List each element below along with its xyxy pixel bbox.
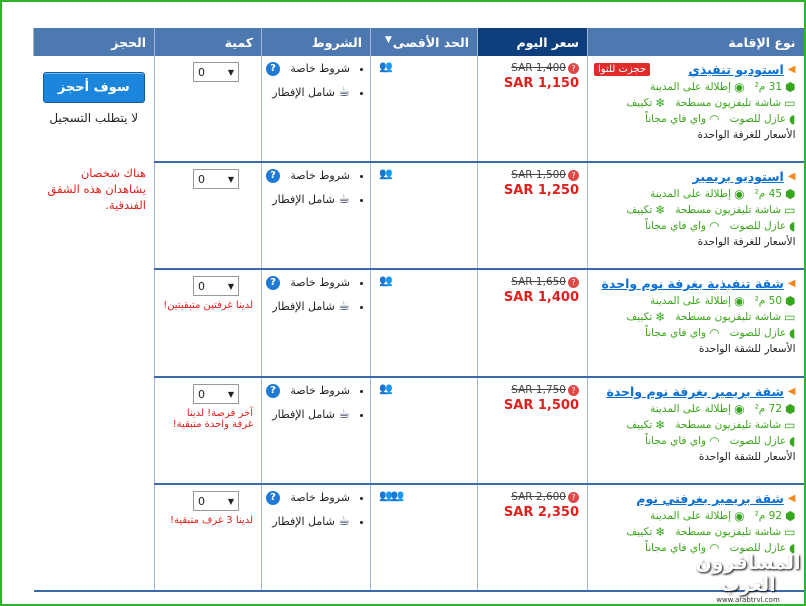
new-price: SAR 2,350: [503, 505, 579, 520]
snowflake-icon: ❄: [655, 310, 666, 324]
quantity-cell: [155, 56, 262, 162]
quantity-select[interactable]: 0 ▼: [193, 384, 239, 404]
wifi-icon: ◠: [709, 541, 720, 555]
view-feature: ◉ إطلالة على المدينة: [650, 187, 745, 201]
max-occupancy-cell: [371, 484, 478, 591]
help-icon[interactable]: ?: [266, 276, 280, 290]
price-cell: [478, 484, 588, 591]
chevron-down-icon: ▼: [227, 496, 235, 506]
sort-down-icon: ▼: [385, 34, 392, 45]
snowflake-icon: ❄: [655, 525, 666, 539]
room-type-cell: [588, 56, 804, 162]
people-icon: 👥: [379, 60, 391, 73]
cond-breakfast: • ☕ شامل الإفطار: [270, 514, 350, 529]
cond-special[interactable]: • شروط خاصة: [270, 491, 350, 504]
no-registration-text: لا يتطلب التسجيل: [49, 111, 139, 125]
size-feature: ⬢ 45 م²: [754, 187, 796, 201]
watermark-title: المسافرون العرب: [695, 552, 801, 596]
quantity-select[interactable]: 0 ▼: [193, 62, 239, 82]
soundproof-feature: ◖ عازل للصوت: [729, 219, 796, 233]
help-icon[interactable]: ?: [266, 169, 280, 183]
ac-feature: ❄ تكييف: [626, 418, 666, 432]
sound-icon: ◖: [789, 541, 796, 555]
tv-icon: ▭: [784, 418, 796, 432]
cond-breakfast: • ☕ شامل الإفطار: [270, 407, 350, 422]
cube-icon: ⬢: [785, 402, 796, 416]
coffee-cup-icon: ☕: [338, 85, 350, 100]
eye-icon: ◉: [734, 80, 745, 94]
table-row: [34, 56, 804, 162]
help-icon[interactable]: ?: [266, 62, 280, 76]
col-type[interactable]: نوع الإقامة: [588, 28, 804, 56]
cond-special[interactable]: • شروط خاصة: [270, 62, 350, 75]
info-icon[interactable]: ?: [568, 63, 579, 74]
book-button[interactable]: سوف أحجز: [43, 72, 145, 103]
conditions-cell: [262, 377, 371, 484]
coffee-cup-icon: ☕: [338, 299, 350, 314]
arrow-icon: ◀: [787, 64, 796, 75]
max-occupancy-cell: [371, 56, 478, 162]
chevron-down-icon: ▼: [227, 281, 235, 291]
price-cell: [478, 162, 588, 269]
size-feature: ⬢ 50 م²: [754, 294, 796, 308]
tv-icon: ▭: [784, 525, 796, 539]
room-type-cell: [588, 162, 804, 269]
cube-icon: ⬢: [785, 187, 796, 201]
eye-icon: ◉: [734, 187, 745, 201]
ac-feature: ❄ تكييف: [626, 96, 666, 110]
view-feature: ◉ إطلالة على المدينة: [650, 402, 745, 416]
watermark-site: www.arabtrvl.com: [716, 596, 780, 604]
price-cell: [478, 56, 588, 162]
quantity-select[interactable]: 0 ▼: [193, 491, 239, 511]
new-price: SAR 1,150: [503, 76, 579, 91]
old-price: ?SAR 2,600: [486, 491, 579, 503]
eye-icon: ◉: [734, 402, 745, 416]
room-name-link[interactable]: شقة تنفيذية بغرفة نوم واحدة: [601, 276, 784, 291]
cube-icon: ⬢: [785, 509, 796, 523]
tv-feature: ▭ شاشة تليفزيون مسطحة: [675, 203, 796, 217]
max-occupancy-cell: [371, 377, 478, 484]
cond-breakfast: • ☕ شامل الإفطار: [270, 299, 350, 314]
col-conditions[interactable]: الشروط: [262, 28, 371, 56]
view-feature: ◉ إطلالة على المدينة: [650, 80, 745, 94]
soundproof-feature: ◖ عازل للصوت: [729, 112, 796, 126]
info-icon[interactable]: ?: [568, 492, 579, 503]
availability-note: آخر فرصة! لدينا غرفة واحدة متبقية!: [172, 408, 253, 430]
tv-icon: ▭: [784, 96, 796, 110]
price-note: الأسعار للغرفة الواحدة: [697, 236, 796, 248]
help-icon[interactable]: ?: [266, 384, 280, 398]
coffee-cup-icon: ☕: [338, 407, 350, 422]
coffee-cup-icon: ☕: [338, 514, 350, 529]
snowflake-icon: ❄: [655, 96, 666, 110]
soundproof-feature: ◖ عازل للصوت: [729, 541, 796, 555]
help-icon[interactable]: ?: [266, 491, 280, 505]
quantity-select[interactable]: 0 ▼: [193, 276, 239, 296]
sound-icon: ◖: [789, 326, 796, 340]
tv-feature: ▭ شاشة تليفزيون مسطحة: [675, 96, 796, 110]
cond-special[interactable]: • شروط خاصة: [270, 276, 350, 289]
info-icon[interactable]: ?: [568, 170, 579, 181]
conditions-cell: [262, 484, 371, 591]
wifi-feature: ◠ واي فاي مجاناً: [645, 219, 720, 233]
tv-feature: ▭ شاشة تليفزيون مسطحة: [675, 418, 796, 432]
wifi-icon: ◠: [709, 326, 720, 340]
tv-feature: ▭ شاشة تليفزيون مسطحة: [675, 310, 796, 324]
chevron-down-icon: ▼: [227, 389, 235, 399]
ac-feature: ❄ تكييف: [626, 203, 666, 217]
quantity-select[interactable]: 0 ▼: [193, 169, 239, 189]
wifi-feature: ◠ واي فاي مجاناً: [645, 434, 720, 448]
price-cell: [478, 269, 588, 377]
arrow-icon: ◀: [787, 278, 796, 289]
cond-breakfast: • ☕ شامل الإفطار: [270, 85, 350, 100]
size-feature: ⬢ 72 م²: [754, 402, 796, 416]
cond-special[interactable]: • شروط خاصة: [270, 169, 350, 182]
soundproof-feature: ◖ عازل للصوت: [729, 326, 796, 340]
people-icon: 👥: [379, 167, 391, 180]
tv-icon: ▭: [784, 203, 796, 217]
price-note: الأسعار للغرفة الواحدة: [697, 129, 796, 141]
room-name-link[interactable]: شقة بريمير بغرفتي نوم: [636, 491, 784, 506]
chevron-down-icon: ▼: [227, 174, 235, 184]
coffee-cup-icon: ☕: [338, 192, 350, 207]
price-note: الأسعار للشقة الواحدة: [698, 343, 796, 355]
room-name-link[interactable]: شقة بريمير بغرفة نوم واحدة: [606, 384, 784, 399]
wifi-feature: ◠ واي فاي مجاناً: [645, 326, 720, 340]
eye-icon: ◉: [734, 509, 745, 523]
room-name-link[interactable]: استوديو تنفيذي: [688, 62, 784, 77]
info-icon[interactable]: ?: [568, 385, 579, 396]
booking-cell: [34, 56, 155, 591]
new-price: SAR 1,250: [503, 183, 579, 198]
old-price: ?SAR 1,750: [486, 384, 579, 396]
conditions-cell: [262, 269, 371, 377]
eye-icon: ◉: [734, 294, 745, 308]
view-feature: ◉ إطلالة على المدينة: [650, 294, 745, 308]
snowflake-icon: ❄: [655, 418, 666, 432]
sound-icon: ◖: [789, 112, 796, 126]
old-price: ?SAR 1,650: [486, 276, 579, 288]
col-today-price[interactable]: سعر اليوم: [478, 28, 588, 56]
arrow-icon: ◀: [787, 493, 796, 504]
size-feature: ⬢ 92 م²: [754, 509, 796, 523]
room-name-link[interactable]: استوديو بريمير: [692, 169, 784, 184]
sound-icon: ◖: [789, 219, 796, 233]
col-max[interactable]: [371, 28, 478, 56]
max-occupancy-cell: [371, 269, 478, 377]
quantity-cell: [155, 269, 262, 377]
wifi-feature: ◠ واي فاي مجاناً: [645, 541, 720, 555]
wifi-icon: ◠: [709, 434, 720, 448]
new-price: SAR 1,500: [503, 398, 579, 413]
col-booking[interactable]: الحجز: [34, 28, 155, 56]
old-price: ?SAR 1,400: [486, 62, 579, 74]
sound-icon: ◖: [789, 434, 796, 448]
cond-breakfast: • ☕ شامل الإفطار: [270, 192, 350, 207]
cube-icon: ⬢: [785, 294, 796, 308]
quantity-cell: [155, 162, 262, 269]
room-type-cell: [588, 377, 804, 484]
old-price: ?SAR 1,500: [486, 169, 579, 181]
ac-feature: ❄ تكييف: [626, 310, 666, 324]
wifi-feature: ◠ واي فاي مجاناً: [645, 112, 720, 126]
soundproof-feature: ◖ عازل للصوت: [729, 434, 796, 448]
booked-badge: حجزت للتوا: [594, 63, 650, 76]
chevron-down-icon: ▼: [227, 67, 235, 77]
arrow-icon: ◀: [787, 171, 796, 182]
cond-special[interactable]: • شروط خاصة: [270, 384, 350, 397]
room-type-cell: [588, 269, 804, 377]
view-feature: ◉ إطلالة على المدينة: [650, 509, 745, 523]
availability-note: لدينا غرفتين متبقيتين!: [163, 300, 253, 311]
arrow-icon: ◀: [787, 386, 796, 397]
quantity-cell: [155, 484, 262, 591]
conditions-cell: [262, 56, 371, 162]
max-occupancy-cell: [371, 162, 478, 269]
info-icon[interactable]: ?: [568, 277, 579, 288]
cube-icon: ⬢: [785, 80, 796, 94]
price-note: الأسعار للشقة الواحدة: [698, 451, 796, 463]
price-cell: [478, 377, 588, 484]
snowflake-icon: ❄: [655, 203, 666, 217]
size-feature: ⬢ 31 م²: [754, 80, 796, 94]
col-quantity[interactable]: كمية: [155, 28, 262, 56]
col-max-label: الحد الأقصى: [392, 34, 469, 50]
tv-icon: ▭: [784, 310, 796, 324]
new-price: SAR 1,400: [503, 290, 579, 305]
ac-feature: ❄ تكييف: [626, 525, 666, 539]
watermark-logo: [694, 552, 802, 604]
tv-feature: ▭ شاشة تليفزيون مسطحة: [675, 525, 796, 539]
people-icon: 👥: [379, 382, 391, 395]
viewers-notice: هناك شخصان يشاهدان هذه الشقق الفندقية.: [47, 166, 146, 212]
room-table: [33, 28, 804, 592]
wifi-icon: ◠: [709, 112, 720, 126]
table-header: [34, 28, 804, 56]
wifi-icon: ◠: [709, 219, 720, 233]
availability-note: لدينا 3 غرف متبقية!: [169, 515, 253, 526]
people-icon: 👥👥: [379, 489, 403, 502]
conditions-cell: [262, 162, 371, 269]
quantity-cell: [155, 377, 262, 484]
people-icon: 👥: [379, 274, 391, 287]
